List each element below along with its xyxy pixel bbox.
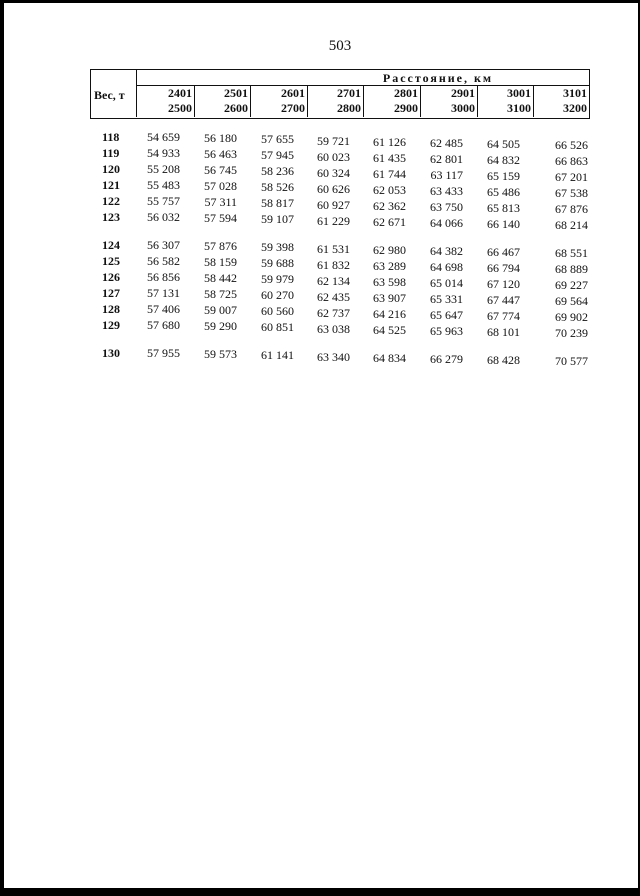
value-cell: 63 598 [373,274,406,289]
value-cell: 64 832 [487,153,520,168]
value-cell: 63 340 [317,349,350,364]
range-to: 2600 [224,101,248,115]
value-cell: 58 817 [261,196,294,211]
value-cell: 57 311 [204,195,237,210]
value-cell: 59 107 [261,212,294,227]
weight-cell: 123 [102,210,120,224]
distance-range-2 [195,86,251,117]
value-cell: 64 505 [487,137,520,152]
value-cell: 63 750 [430,200,463,214]
value-cell: 60 560 [261,304,294,319]
value-cell: 62 801 [430,152,463,166]
value-cell: 67 447 [487,293,520,308]
value-cell: 66 526 [555,138,588,153]
distance-range-6 [421,86,478,117]
value-cell: 70 577 [555,354,588,369]
distance-header-label: Расстояние, км [382,71,494,85]
value-cell: 67 538 [555,186,588,201]
value-cell: 61 531 [317,241,350,256]
value-cell: 66 863 [555,154,588,169]
weight-cell: 122 [102,194,120,208]
value-cell: 66 279 [430,352,463,366]
value-cell: 69 902 [555,310,588,325]
weight-cell: 124 [102,238,120,252]
value-cell: 56 032 [147,210,180,224]
weight-header-cell [91,70,137,117]
value-cell: 54 933 [147,146,180,160]
range-from: 2401 [168,86,192,100]
weight-cell: 129 [102,318,120,332]
value-cell: 63 289 [373,258,406,273]
value-cell: 55 208 [147,162,180,176]
value-cell: 68 889 [555,262,588,277]
value-cell: 63 907 [373,290,406,305]
value-cell: 62 362 [373,198,406,213]
value-cell: 65 331 [430,292,463,306]
range-to: 3200 [563,101,587,115]
value-cell: 59 721 [317,133,350,148]
value-cell: 60 270 [261,288,294,303]
value-cell: 57 594 [204,211,237,226]
value-cell: 68 101 [487,325,520,340]
value-cell: 56 745 [204,163,237,178]
value-cell: 67 876 [555,202,588,217]
weight-cell: 118 [102,130,120,144]
weight-cell: 128 [102,302,120,316]
value-cell: 61 832 [317,257,350,272]
value-cell: 58 725 [204,287,237,302]
range-to: 2900 [394,101,418,115]
distance-range-4 [308,86,364,117]
value-cell: 62 134 [317,273,350,288]
value-cell: 70 239 [555,326,588,341]
value-cell: 60 851 [261,320,294,335]
distance-range-3 [251,86,308,117]
value-cell: 57 945 [261,148,294,163]
value-cell: 57 955 [147,346,180,360]
value-cell: 58 236 [261,164,294,179]
value-cell: 61 141 [261,348,294,363]
weight-cell: 125 [102,254,120,268]
value-cell: 65 486 [487,185,520,200]
value-cell: 66 794 [487,261,520,276]
range-to: 3100 [507,101,531,115]
value-cell: 64 834 [373,350,406,365]
value-cell: 69 564 [555,294,588,309]
value-cell: 65 813 [487,201,520,216]
range-from: 2601 [281,86,305,100]
value-cell: 69 227 [555,278,588,293]
value-cell: 64 382 [430,244,463,258]
value-cell: 59 007 [204,303,237,318]
value-cell: 65 014 [430,276,463,290]
value-cell: 54 659 [147,130,180,144]
weight-cell: 130 [102,346,120,360]
scan-edge-top [0,0,640,3]
range-to: 3000 [451,101,475,115]
value-cell: 57 876 [204,239,237,254]
value-cell: 62 485 [430,136,463,150]
weight-cell: 126 [102,270,120,284]
value-cell: 61 744 [373,166,406,181]
value-cell: 56 856 [147,270,180,284]
table-header [90,69,590,119]
value-cell: 59 979 [261,272,294,287]
value-cell: 63 038 [317,321,350,336]
weight-cell: 119 [102,146,120,160]
page-number: 503 [328,38,352,54]
value-cell: 68 551 [555,246,588,261]
distance-range-8 [534,86,589,117]
value-cell: 58 526 [261,180,294,195]
value-cell: 65 647 [430,308,463,322]
weight-cell: 121 [102,178,120,192]
distance-range-1 [137,86,195,117]
range-from: 3101 [563,86,587,100]
value-cell: 63 117 [430,168,463,182]
value-cell: 59 290 [204,319,237,334]
value-cell: 56 180 [204,131,237,146]
distance-header-cell [137,70,589,86]
value-cell: 61 229 [317,213,350,228]
value-cell: 59 398 [261,240,294,255]
value-cell: 62 435 [317,289,350,304]
value-cell: 61 435 [373,150,406,165]
value-cell: 57 131 [147,286,180,300]
value-cell: 56 582 [147,254,180,268]
value-cell: 65 159 [487,169,520,184]
value-cell: 60 626 [317,181,350,196]
value-cell: 66 140 [487,217,520,232]
value-cell: 62 737 [317,305,350,320]
value-cell: 62 053 [373,182,406,197]
table-row [0,318,640,341]
distance-range-5 [364,86,421,117]
scan-edge-bottom [0,888,640,896]
value-cell: 56 307 [147,238,180,252]
range-to: 2800 [337,101,361,115]
range-to: 2500 [168,101,192,115]
value-cell: 59 573 [204,347,237,362]
value-cell: 65 963 [430,324,463,338]
range-to: 2700 [281,101,305,115]
value-cell: 56 463 [204,147,237,162]
table-row [0,346,640,369]
value-cell: 60 023 [317,149,350,164]
value-cell: 68 214 [555,218,588,233]
value-cell: 59 688 [261,256,294,271]
range-from: 2701 [337,86,361,100]
value-cell: 57 655 [261,132,294,147]
range-from: 3001 [507,86,531,100]
value-cell: 68 428 [487,353,520,368]
weight-cell: 127 [102,286,120,300]
value-cell: 55 483 [147,178,180,192]
value-cell: 66 467 [487,245,520,260]
value-cell: 64 525 [373,322,406,337]
distance-range-7 [478,86,534,117]
value-cell: 58 159 [204,255,237,270]
value-cell: 67 201 [555,170,588,185]
range-from: 2801 [394,86,418,100]
range-from: 2901 [451,86,475,100]
value-cell: 57 028 [204,179,237,194]
value-cell: 62 980 [373,242,406,257]
value-cell: 58 442 [204,271,237,286]
value-cell: 57 406 [147,302,180,316]
value-cell: 62 671 [373,214,406,229]
value-cell: 64 698 [430,260,463,274]
table-row [0,210,640,233]
value-cell: 57 680 [147,318,180,332]
value-cell: 61 126 [373,134,406,149]
weight-header-label: Вес, т [94,88,125,102]
value-cell: 60 324 [317,165,350,180]
value-cell: 67 774 [487,309,520,324]
range-from: 2501 [224,86,248,100]
value-cell: 63 433 [430,184,463,198]
value-cell: 67 120 [487,277,520,292]
weight-cell: 120 [102,162,120,176]
value-cell: 60 927 [317,197,350,212]
value-cell: 64 066 [430,216,463,230]
value-cell: 64 216 [373,306,406,321]
value-cell: 55 757 [147,194,180,208]
